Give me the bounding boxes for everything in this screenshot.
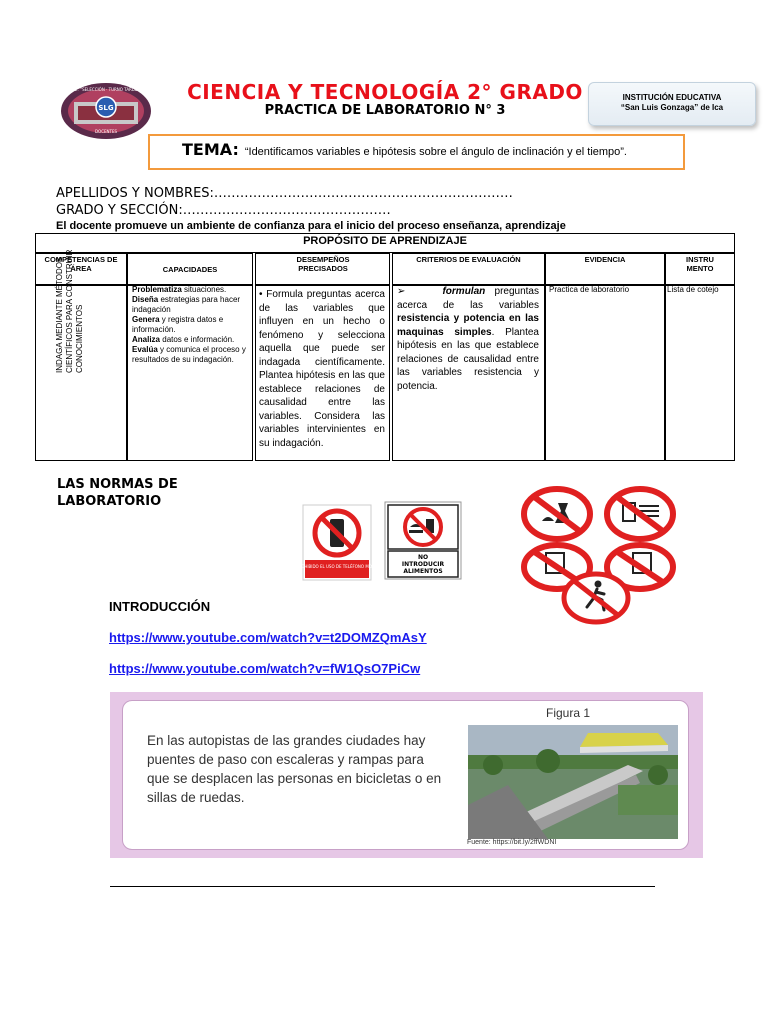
youtube-link-1[interactable]: https://www.youtube.com/watch?v=t2DOMZQmAsY	[109, 630, 427, 645]
page-subtitle: PRACTICA DE LABORATORIO N° 3	[264, 103, 506, 118]
logo-initials: SLG	[98, 104, 114, 112]
sign-food-caption-3: ALIMENTOS	[403, 568, 443, 575]
header-desempenos: DESEMPEÑOS PRECISADOS	[296, 255, 350, 273]
header-criterios: CRITERIOS DE EVALUACIÓN	[416, 255, 521, 264]
instrumento-text: Lista de cotejo	[667, 285, 719, 294]
capacidad-item: Diseña estrategias para hacer indagación	[132, 295, 241, 314]
header-capacidades: CAPACIDADES	[162, 265, 218, 274]
no-phone-sign	[295, 505, 379, 580]
capacidad-item: Evalúa y comunica el proceso y resultados de su indagación.	[132, 345, 246, 364]
header-evidencia: EVIDENCIA	[584, 255, 626, 264]
tema-label: TEMA:	[182, 140, 239, 159]
no-notes-sign	[603, 485, 678, 543]
normas-title: LAS NORMAS DE LABORATORIO	[57, 477, 178, 509]
grado-field[interactable]: GRADO Y SECCIÓN:…………………………………………	[56, 203, 391, 218]
youtube-link-2[interactable]: https://www.youtube.com/watch?v=fW1QsO7PiCw	[109, 661, 421, 676]
school-logo	[60, 82, 152, 140]
figure-card	[122, 700, 689, 850]
page-title: CIENCIA Y TECNOLOGÍA 2° GRADO	[187, 80, 583, 104]
sign-food-caption-2: INTRODUCIR	[401, 561, 445, 568]
criterio-text: ➢ formulan preguntas acerca de las variables resistencia y potencia en las maquinas simples. Plantea hipótesis en las que establece relaciones de causalidad entre las variables resistencia y potencia.	[397, 286, 539, 392]
intro-title: INTRODUCCIÓN	[109, 599, 211, 614]
institution-box	[588, 82, 756, 126]
figure-source: Fuente: https://bit.ly/2ffWDNI	[467, 839, 557, 846]
logo-bottom-text: DOCENTES	[94, 129, 118, 134]
figure-frame	[110, 692, 703, 858]
header-competencias: COMPETENCIAS DE ÁREA	[44, 255, 118, 273]
figure-text: En las autopistas de las grandes ciudades hay puentes de paso con escaleras y rampas para que se desplacen las personas en bicicletas o en sillas de ruedas.	[147, 733, 442, 805]
tema-text: “Identificamos variables e hipótesis sobre el ángulo de inclinación y el tiempo”.	[244, 146, 627, 158]
sign-phone-caption: PROHIBIDO EL USO DE TELÉFONO MÓVIL	[295, 564, 379, 569]
bottom-divider	[110, 886, 655, 887]
body-cell	[545, 285, 665, 461]
body-cell	[665, 285, 735, 461]
apellidos-field[interactable]: APELLIDOS Y NOMBRES:……………………………………………………………	[56, 186, 513, 201]
sign-food-caption-1: NO	[417, 554, 429, 561]
purpose-table	[35, 233, 735, 463]
desempeno-text: • Formula preguntas acerca de las variables que influyen en un hecho o fenómeno y selecciona aquella que puede ser indagada científicamente. Plantea hipótesis en las que establece relaciones de causalidad entre las variables. Considera las variables intervinientes en su indagación.	[259, 289, 385, 449]
tema-box	[148, 134, 685, 170]
no-tasting-sign	[520, 485, 595, 543]
docente-note: El docente promueve un ambiente de confianza para el inicio del proceso enseñanza, aprendizaje	[56, 220, 566, 232]
capacidad-item: Genera y registra datos e información.	[132, 315, 224, 334]
figure-label: Figura 1	[546, 706, 591, 720]
bridge-roof	[580, 733, 668, 747]
capacidades-list	[132, 285, 254, 365]
no-running-sign	[560, 570, 632, 626]
competencia-text: INDAGA MEDIANTE MÉTODOS CIENTÍFICOS PARA CONSTRUIR CONOCIMIENTOS	[55, 249, 84, 373]
institution-line-1: INSTITUCIÓN EDUCATIVA	[622, 93, 722, 102]
capacidad-item: Analiza datos e información.	[132, 335, 235, 344]
header-instrumento: INSTRU MENTO	[686, 255, 714, 273]
no-food-sign	[385, 502, 461, 579]
table-title: PROPÓSITO DE APRENDIZAJE	[303, 235, 467, 247]
bridge-photo	[468, 725, 678, 839]
logo-top-text: I.E. “SELECCIÓN · TURNO TARDE”	[72, 87, 140, 92]
capacidad-item: Problematiza situaciones.	[132, 285, 227, 294]
evidencia-text: Practica de laboratorio	[549, 285, 630, 294]
institution-line-2: “San Luis Gonzaga” de Ica	[620, 103, 724, 112]
person-icon	[595, 581, 602, 588]
